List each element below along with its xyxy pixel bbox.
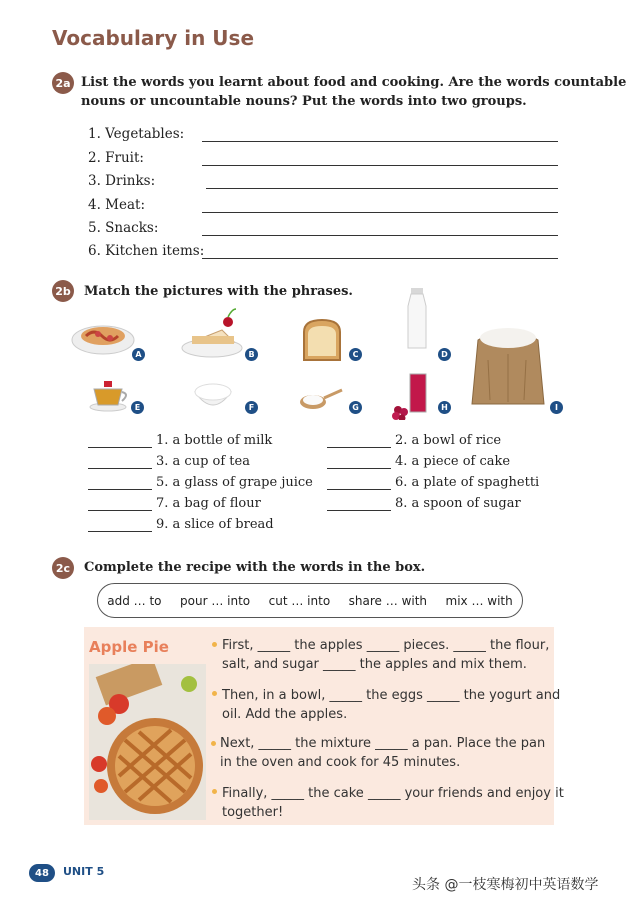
phrase-text: 6. a plate of spaghetti bbox=[395, 475, 540, 490]
picture-letter: B bbox=[245, 348, 258, 361]
phrase-text: 1. a bottle of milk bbox=[156, 433, 273, 448]
recipe-title: Apple Pie bbox=[89, 638, 169, 656]
recipe-step bbox=[220, 734, 545, 772]
picture-letter: F bbox=[245, 401, 258, 414]
item-label: 4. Meat: bbox=[88, 196, 146, 213]
phrase-item bbox=[88, 496, 261, 511]
phrase-text: 9. a slice of bread bbox=[156, 517, 274, 532]
picture-letter: A bbox=[132, 348, 145, 361]
item-label: 6. Kitchen items: bbox=[88, 243, 205, 260]
step-line: together! bbox=[222, 805, 284, 820]
answer-line[interactable] bbox=[202, 244, 558, 259]
milk-bottle-icon bbox=[404, 286, 430, 352]
apple-pie-image bbox=[89, 664, 206, 820]
list-item bbox=[88, 166, 558, 189]
recipe-step bbox=[222, 636, 549, 674]
item-label: 5. Snacks: bbox=[88, 219, 159, 236]
list-item bbox=[88, 189, 558, 212]
phrase-text: 3. a cup of tea bbox=[156, 454, 250, 469]
answer-blank[interactable] bbox=[88, 498, 152, 511]
recipe-step bbox=[222, 784, 564, 822]
spaghetti-plate-icon bbox=[70, 314, 136, 358]
word-box-item: share … with bbox=[348, 593, 428, 608]
answer-blank[interactable] bbox=[327, 477, 391, 490]
phrase-item bbox=[88, 433, 272, 448]
bread-slice-icon bbox=[300, 318, 344, 364]
phrase-text: 7. a bag of flour bbox=[156, 496, 261, 511]
step-line: First, _____ the apples _____ pieces. _____ the flour, bbox=[222, 638, 550, 653]
item-label: 3. Drinks: bbox=[88, 173, 156, 190]
answer-blank[interactable] bbox=[88, 519, 152, 532]
picture-letter: E bbox=[131, 401, 144, 414]
word-box-item: mix … with bbox=[445, 593, 513, 608]
answer-blank[interactable] bbox=[88, 477, 152, 490]
word-box-item: add … to bbox=[107, 593, 162, 608]
picture-letter: D bbox=[438, 348, 451, 361]
rice-bowl-icon bbox=[192, 378, 234, 412]
exercise-2a-instruction bbox=[81, 73, 626, 111]
instruction-line: List the words you learnt about food and cooking. Are the words countable bbox=[81, 75, 627, 90]
answer-blank[interactable] bbox=[327, 456, 391, 469]
phrase-item bbox=[327, 496, 521, 511]
word-box bbox=[97, 583, 523, 618]
phrase-text: 8. a spoon of sugar bbox=[395, 496, 521, 511]
page-number: 48 bbox=[29, 864, 55, 882]
picture-letter: G bbox=[349, 401, 362, 414]
answer-blank[interactable] bbox=[327, 498, 391, 511]
answer-blank[interactable] bbox=[327, 435, 391, 448]
step-line: Then, in a bowl, _____ the eggs _____ the yogurt and bbox=[222, 688, 561, 703]
answer-line[interactable] bbox=[202, 151, 558, 166]
flour-bag-icon bbox=[468, 320, 548, 410]
phrase-text: 2. a bowl of rice bbox=[395, 433, 502, 448]
picture-letter: C bbox=[349, 348, 362, 361]
step-line: Finally, _____ the cake _____ your friends and enjoy it bbox=[222, 786, 564, 801]
list-item bbox=[88, 119, 558, 142]
phrase-item bbox=[327, 433, 501, 448]
list-item bbox=[88, 213, 558, 236]
exercise-2a-badge: 2a bbox=[52, 72, 74, 94]
answer-blank[interactable] bbox=[88, 456, 152, 469]
instruction-line: nouns or uncountable nouns? Put the words into two groups. bbox=[81, 94, 527, 109]
step-line: Next, _____ the mixture _____ a pan. Place the pan bbox=[220, 736, 546, 751]
page-title: Vocabulary in Use bbox=[52, 26, 255, 50]
step-line: salt, and sugar _____ the apples and mix them. bbox=[222, 657, 527, 672]
item-label: 1. Vegetables: bbox=[88, 126, 185, 143]
bullet-icon bbox=[212, 789, 217, 794]
exercise-2b-instruction: Match the pictures with the phrases. bbox=[84, 284, 353, 299]
cake-slice-icon bbox=[178, 306, 248, 360]
word-box-item: pour … into bbox=[180, 593, 251, 608]
phrase-item bbox=[88, 454, 250, 469]
exercise-2a-list bbox=[88, 119, 558, 259]
recipe-step bbox=[222, 686, 560, 724]
answer-line[interactable] bbox=[202, 221, 558, 236]
phrase-text: 4. a piece of cake bbox=[395, 454, 511, 469]
answer-line[interactable] bbox=[202, 198, 558, 213]
list-item bbox=[88, 236, 558, 259]
phrase-text: 5. a glass of grape juice bbox=[156, 475, 313, 490]
bullet-icon bbox=[212, 642, 217, 647]
step-line: in the oven and cook for 45 minutes. bbox=[220, 755, 461, 770]
exercise-2b-badge: 2b bbox=[52, 280, 74, 302]
watermark-text: 头条 @一枝寒梅初中英语数学 bbox=[412, 877, 599, 893]
phrase-item bbox=[88, 517, 274, 532]
picture-letter: I bbox=[550, 401, 563, 414]
tea-cup-icon bbox=[88, 377, 132, 413]
bullet-icon bbox=[212, 691, 217, 696]
phrase-item bbox=[327, 475, 539, 490]
sugar-spoon-icon bbox=[298, 388, 344, 414]
word-box-item: cut … into bbox=[268, 593, 331, 608]
picture-letter: H bbox=[438, 401, 451, 414]
unit-label: UNIT 5 bbox=[63, 865, 105, 878]
step-line: oil. Add the apples. bbox=[222, 707, 348, 722]
answer-line[interactable] bbox=[202, 127, 558, 142]
answer-line[interactable] bbox=[206, 174, 558, 189]
grape-juice-icon bbox=[390, 372, 432, 420]
list-item bbox=[88, 142, 558, 165]
exercise-2c-badge: 2c bbox=[52, 557, 74, 579]
phrase-item bbox=[327, 454, 510, 469]
exercise-2c-instruction: Complete the recipe with the words in the box. bbox=[84, 560, 426, 575]
answer-blank[interactable] bbox=[88, 435, 152, 448]
bullet-icon bbox=[211, 741, 216, 746]
item-label: 2. Fruit: bbox=[88, 149, 144, 166]
phrase-item bbox=[88, 475, 313, 490]
